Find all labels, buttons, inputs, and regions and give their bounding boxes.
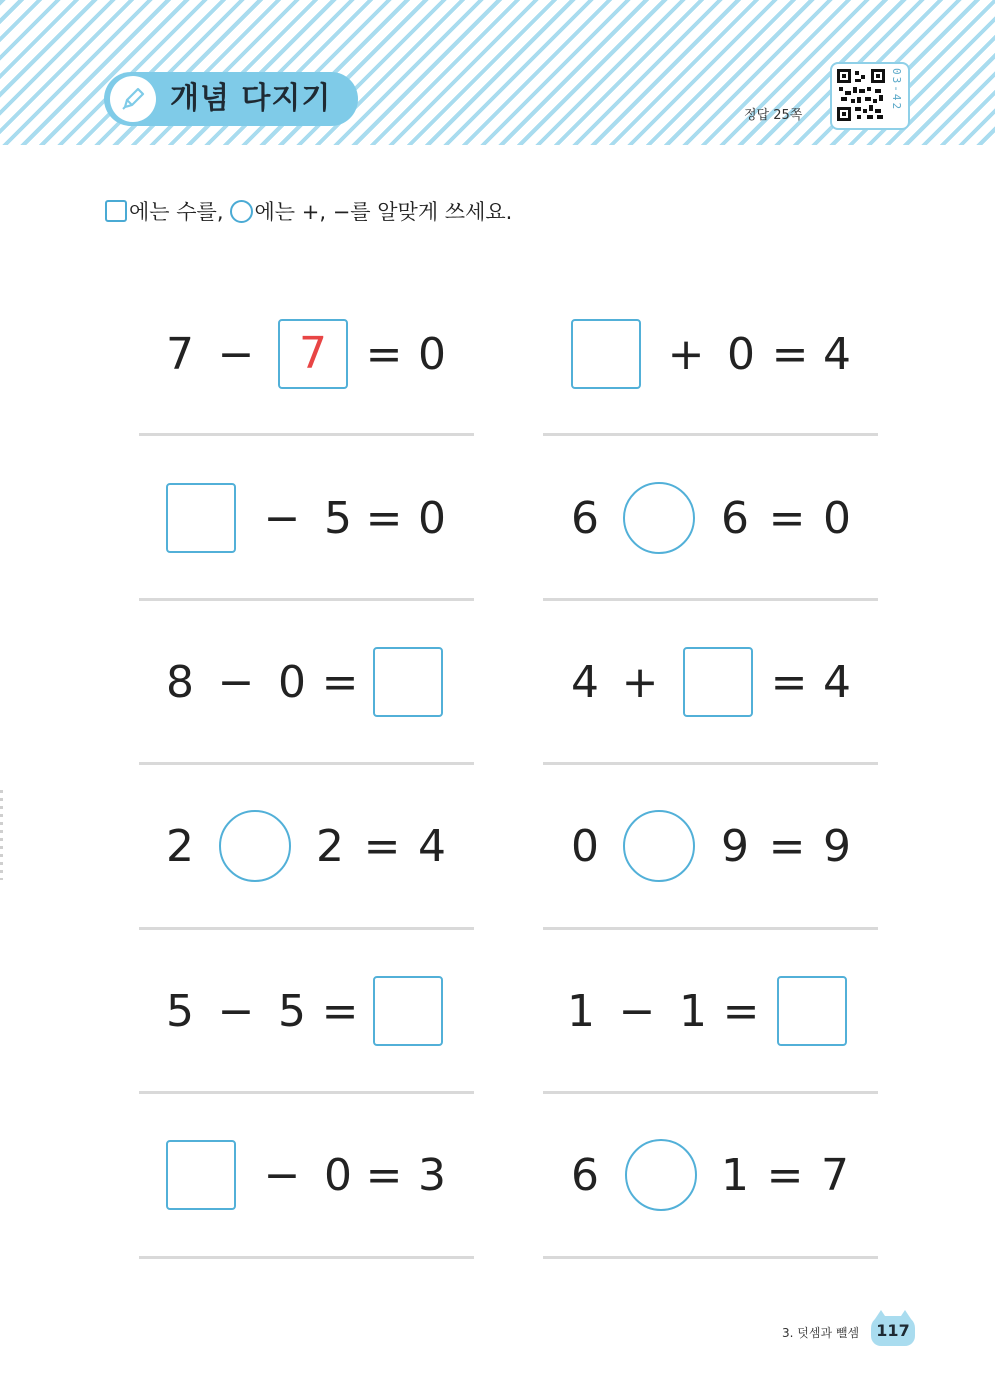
- equals-sign: =: [321, 986, 359, 1037]
- operand-b: 6: [721, 493, 749, 544]
- square-icon: [105, 200, 127, 222]
- operator-circle[interactable]: [623, 482, 695, 554]
- divider: [543, 1256, 878, 1259]
- equals-sign: =: [722, 986, 760, 1037]
- equals-sign: =: [365, 1150, 403, 1201]
- instruction-part1: 에는 수를,: [129, 200, 224, 224]
- problem-2: [571, 317, 871, 393]
- operator: −: [618, 986, 656, 1037]
- operand-b: 0: [278, 657, 306, 708]
- operand-b: 2: [316, 821, 344, 872]
- divider: [543, 1091, 878, 1094]
- problem-3: [166, 481, 466, 557]
- equals-sign: =: [363, 821, 401, 872]
- divider: [139, 927, 474, 930]
- operator: −: [217, 329, 255, 380]
- operator-circle[interactable]: [219, 810, 291, 882]
- result: 0: [418, 329, 446, 380]
- equals-sign: =: [768, 493, 806, 544]
- operator: +: [667, 329, 705, 380]
- operand-b: 0: [727, 329, 755, 380]
- operand-b: 1: [721, 1150, 749, 1201]
- divider: [543, 762, 878, 765]
- result: 9: [823, 821, 851, 872]
- operand-b: 5: [324, 493, 352, 544]
- qr-code-label: 03-42: [890, 68, 903, 112]
- operand-a: 6: [571, 493, 599, 544]
- operand-b: 1: [679, 986, 707, 1037]
- operand-a: 1: [567, 986, 595, 1037]
- operator: −: [263, 493, 301, 544]
- operator-circle[interactable]: [623, 810, 695, 882]
- section-title-pill: [104, 72, 358, 126]
- answer-box-filled[interactable]: 7: [278, 319, 348, 389]
- operand-b: 9: [721, 821, 749, 872]
- equals-sign: =: [771, 329, 809, 380]
- divider: [543, 433, 878, 436]
- divider: [139, 433, 474, 436]
- pencil-icon: [110, 76, 156, 122]
- equals-sign: =: [770, 657, 808, 708]
- answer-reference: 정답 25쪽: [744, 108, 803, 123]
- operand-a: 0: [571, 821, 599, 872]
- answer-box[interactable]: [373, 976, 443, 1046]
- operand-b: 0: [324, 1150, 352, 1201]
- margin-dots: [0, 790, 3, 880]
- problem-6: [565, 645, 865, 721]
- operator: −: [217, 986, 255, 1037]
- result: 0: [418, 493, 446, 544]
- result: 4: [823, 657, 851, 708]
- page-title: 개념 다지기: [170, 81, 332, 116]
- answer-box[interactable]: [571, 319, 641, 389]
- divider: [543, 598, 878, 601]
- operand-a: 7: [166, 329, 194, 380]
- divider: [139, 1256, 474, 1259]
- instruction-part2: 에는 +, −를 알맞게 쓰세요.: [254, 200, 513, 224]
- operand-a: 6: [571, 1150, 599, 1201]
- answer-box[interactable]: [166, 483, 236, 553]
- instruction: [105, 196, 512, 226]
- problem-11: [166, 1138, 466, 1214]
- divider: [139, 1091, 474, 1094]
- problem-8: [565, 809, 865, 885]
- result: 3: [418, 1150, 446, 1201]
- answer-box[interactable]: [166, 1140, 236, 1210]
- problem-10: [561, 974, 861, 1050]
- answer-box[interactable]: [683, 647, 753, 717]
- problem-4: [565, 481, 865, 557]
- page-number: 117: [876, 1321, 910, 1340]
- qr-code-box[interactable]: [830, 62, 910, 130]
- operand-a: 2: [166, 821, 194, 872]
- problem-9: [160, 974, 460, 1050]
- divider: [139, 762, 474, 765]
- divider: [543, 927, 878, 930]
- equals-sign: =: [768, 821, 806, 872]
- divider: [139, 598, 474, 601]
- result: 4: [823, 329, 851, 380]
- circle-icon: [230, 200, 253, 223]
- qr-code-icon: [837, 69, 885, 121]
- operator-circle[interactable]: [625, 1139, 697, 1211]
- equals-sign: =: [321, 657, 359, 708]
- operand-a: 4: [571, 657, 599, 708]
- operand-a: 8: [166, 657, 194, 708]
- operator: −: [263, 1150, 301, 1201]
- chapter-label: 3. 덧셈과 뺄셈: [782, 1326, 860, 1340]
- problem-1: [160, 317, 460, 393]
- result: 0: [823, 493, 851, 544]
- operand-a: 5: [166, 986, 194, 1037]
- problem-7: [160, 809, 460, 885]
- equals-sign: =: [766, 1150, 804, 1201]
- result: 7: [821, 1150, 849, 1201]
- operator: −: [217, 657, 255, 708]
- answer-box[interactable]: [373, 647, 443, 717]
- problem-5: [160, 645, 460, 721]
- result: 4: [418, 821, 446, 872]
- operator: +: [621, 657, 659, 708]
- page-number-badge: [871, 1316, 915, 1346]
- equals-sign: =: [365, 329, 403, 380]
- answer-box[interactable]: [777, 976, 847, 1046]
- operand-b: 5: [278, 986, 306, 1037]
- equals-sign: =: [365, 493, 403, 544]
- problem-12: [565, 1138, 865, 1214]
